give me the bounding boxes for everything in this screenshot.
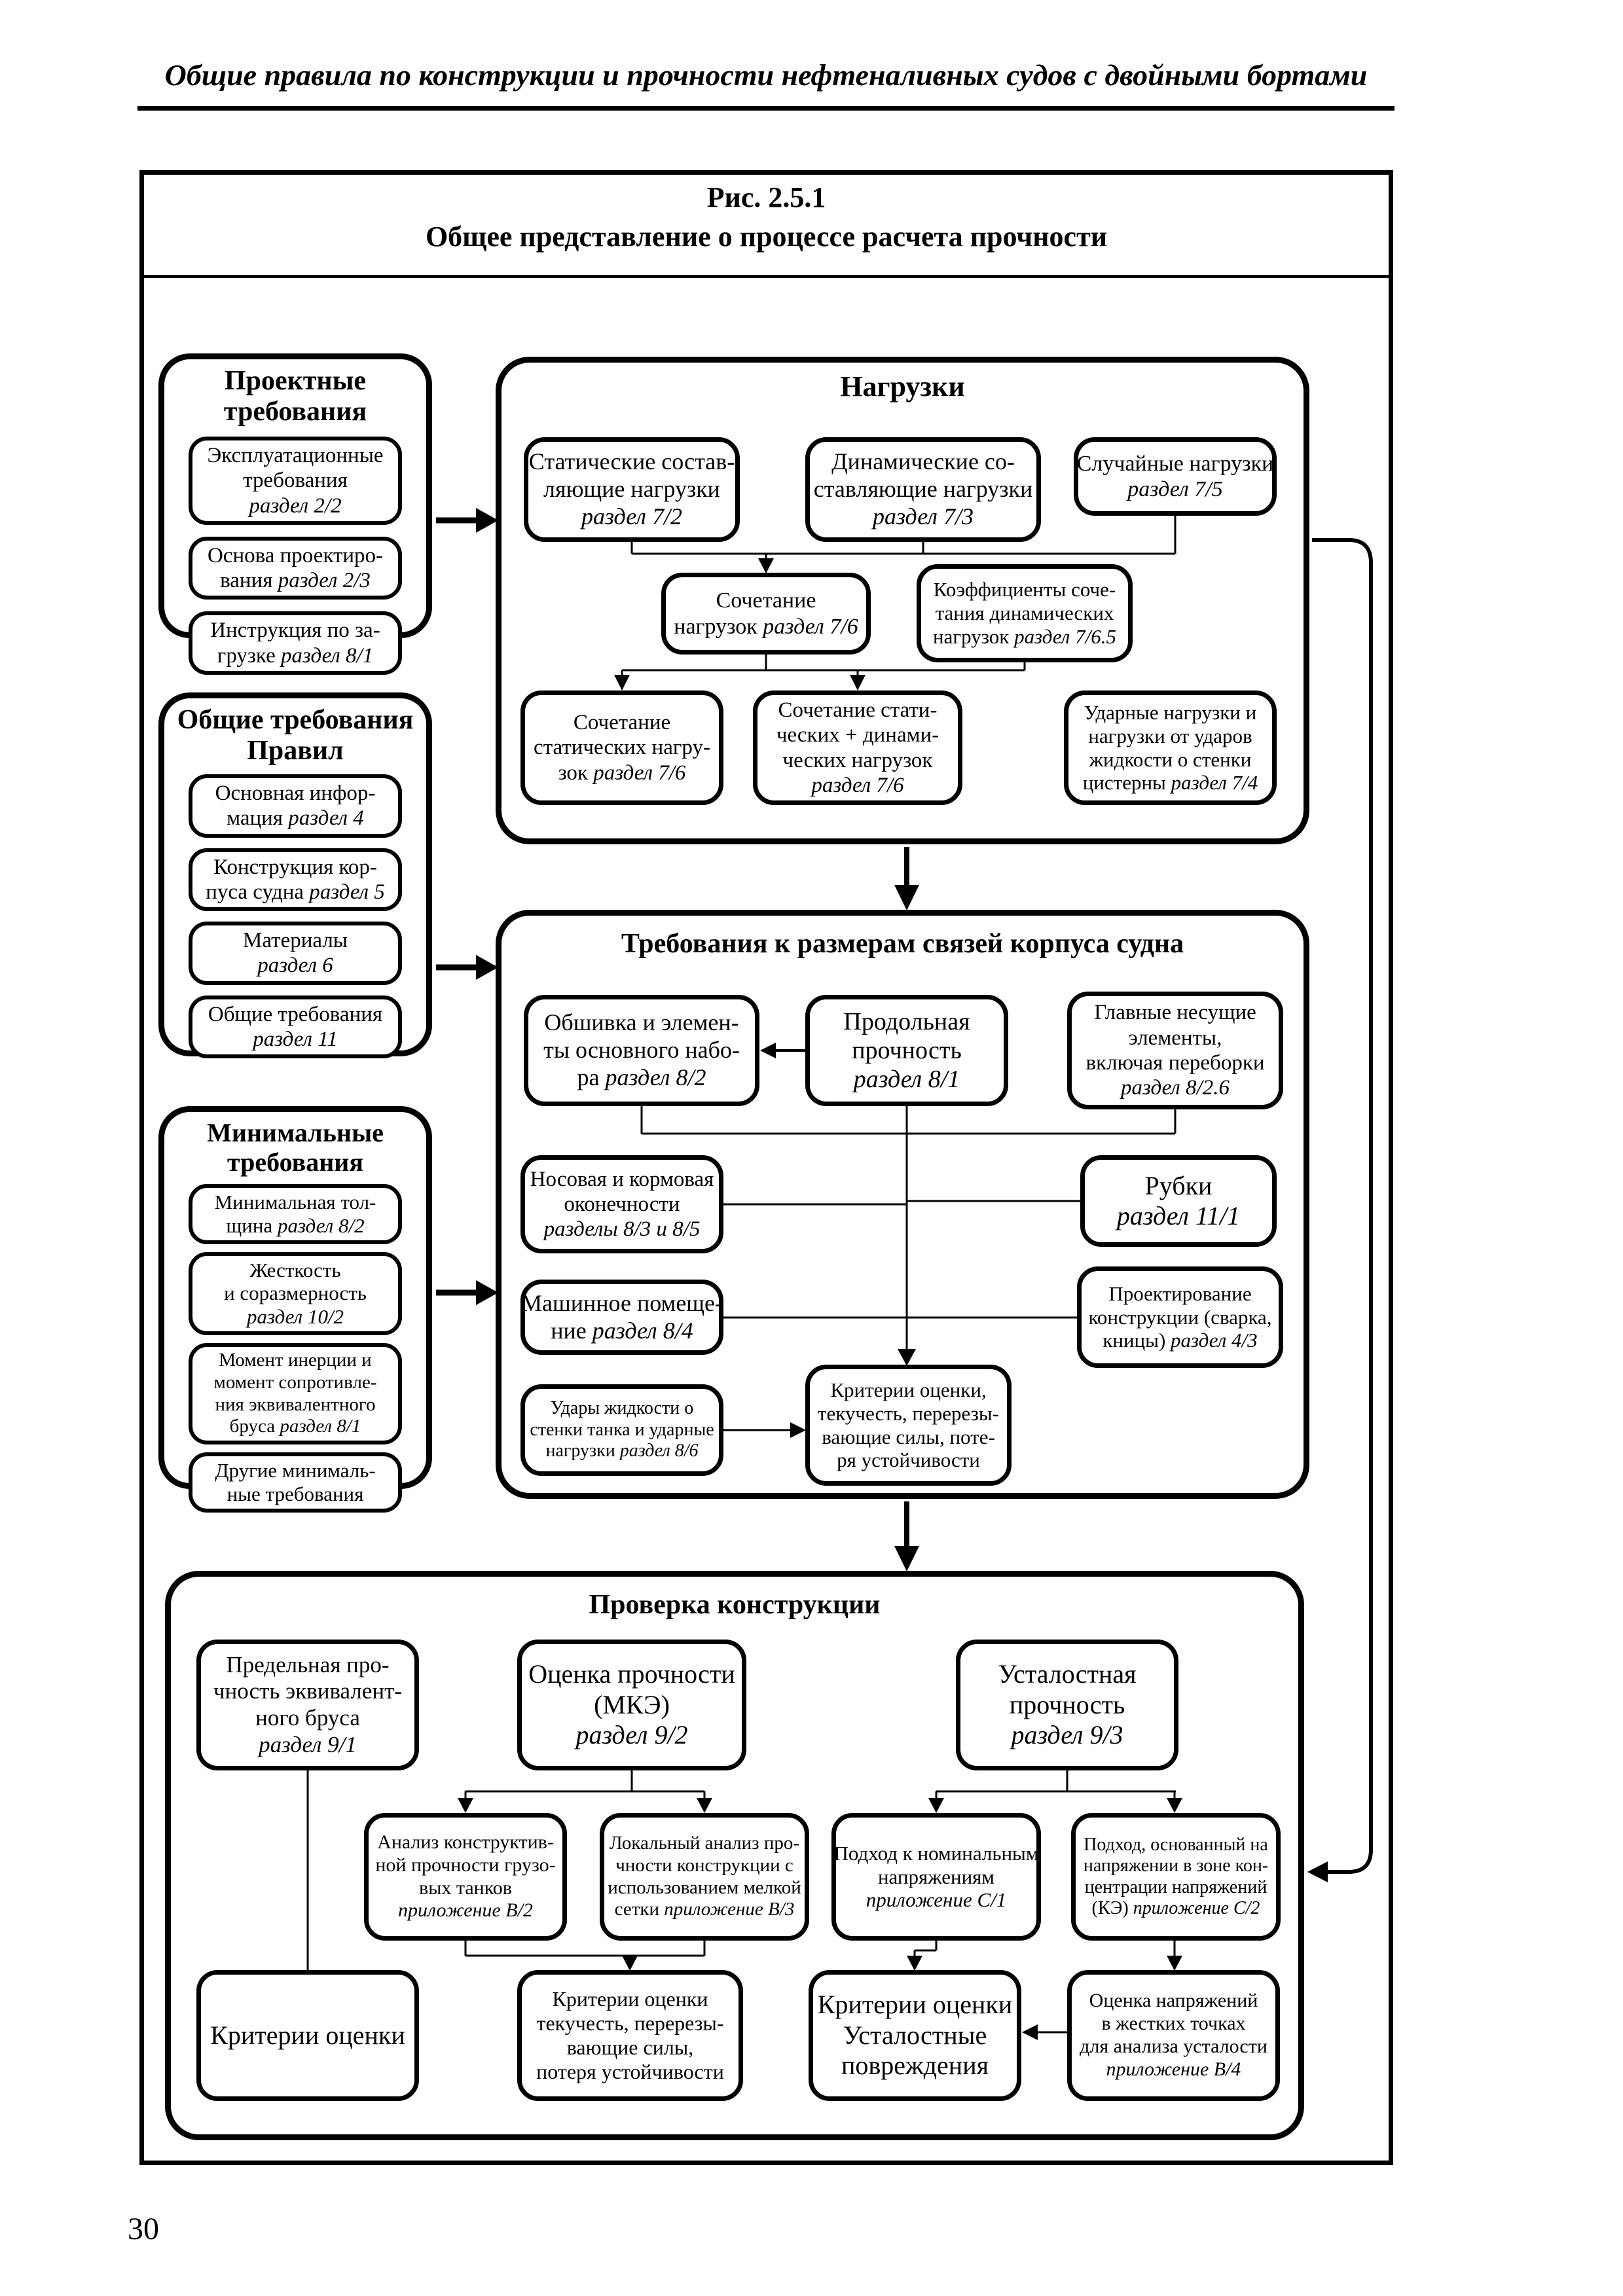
node-superstructures: Рубки раздел 11/1 [1080,1155,1277,1247]
node-static-load-combination: Сочетание статических нагру- зок раздел 7/6 [520,691,723,805]
node-acceptance-criteria-yield-shear-buckling: Критерии оценки, текучесть, перерезы- вающие силы, поте- ря устойчивости [805,1365,1012,1486]
node-hot-spot-stress-evaluation: Оценка напряжений в жестких точках для анализа усталости приложение B/4 [1067,1970,1280,2101]
node-other-minimum-requirements: Другие минималь- ные требования [189,1452,402,1513]
node-acceptance-criteria-yield-shear-buckling-2: Критерии оценки текучесть, перерезы- вающие силы, потеря устойчивости [517,1970,743,2101]
node-design-basis: Основа проектиро- вания раздел 2/3 [189,537,402,600]
group-general-rule-requirements-title: Общие требования Правил [177,705,414,766]
node-structural-design-welding-brackets: Проектирование конструкции (сварка, кницы) раздел 4/3 [1077,1266,1283,1368]
node-static-load-components: Статические состав- ляющие нагрузки раздел 7/2 [524,437,740,542]
running-header: Общие правила по конструкции и прочности нефтеналивных судов с двойными бортами [164,58,1368,92]
node-machinery-space: Машинное помеще- ние раздел 8/4 [520,1280,723,1355]
node-strength-assessment-fem: Оценка прочности (МКЭ) раздел 9/2 [517,1640,746,1770]
node-stiffness-proportions: Жесткость и соразмерность раздел 10/2 [189,1252,402,1336]
node-general-requirements: Общие требования раздел 11 [189,996,402,1059]
node-cargo-tank-structural-analysis: Анализ конструктив- ной прочности грузо- вых танков приложение B/2 [364,1813,567,1941]
node-nominal-stress-approach: Подход к номинальным напряжениям приложение C/1 [831,1813,1041,1941]
node-fatigue-strength: Усталостная прочность раздел 9/3 [956,1640,1178,1770]
group-general-rule-requirements [158,692,432,1056]
section-design-verification-title: Проверка конструкции [589,1590,881,1620]
node-hull-girder-inertia-modulus: Момент инерции и момент сопротивле- ния эквивалентного бруса раздел 8/1 [189,1343,402,1444]
header-rule [137,106,1395,111]
node-primary-support-members: Главные несущие элементы, включая переборки раздел 8/2.6 [1067,992,1283,1109]
node-tank-sloshing-impact-loads: Удары жидкости о стенки танка и ударные нагрузки раздел 8/6 [520,1384,723,1476]
group-design-requirements [158,353,432,668]
group-minimum-requirements-title: Минимальные требования [207,1118,384,1177]
node-minimum-thickness: Минимальная тол- щина раздел 8/2 [189,1184,402,1244]
node-plating-local-support: Обшивка и элемен- ты основного набо- ра раздел 8/2 [524,995,759,1106]
node-basic-information: Основная инфор- мация раздел 4 [189,774,402,838]
node-dynamic-load-combination-factors: Коэффициенты соче- тания динамических нагрузок раздел 7/6.5 [917,564,1133,662]
node-impact-sloshing-loads: Ударные нагрузки и нагрузки от ударов жидкости о стенки цистерны раздел 7/4 [1064,691,1277,805]
node-acceptance-criteria: Критерии оценки [196,1970,419,2101]
node-hull-girder-ultimate-strength: Предельная про- чность эквивалент- ного бруса раздел 9/1 [196,1640,419,1770]
node-dynamic-load-components: Динамические со- ставляющие нагрузки раздел 7/3 [805,437,1041,542]
node-operational-requirements: Эксплуатационные требования раздел 2/2 [189,437,402,525]
node-materials: Материалы раздел 6 [189,922,402,985]
node-load-combination: Сочетание нагрузок раздел 7/6 [661,573,871,655]
node-loading-manual: Инструкция по за- грузке раздел 8/1 [189,611,402,675]
node-accidental-loads: Случайные нагрузки раздел 7/5 [1074,437,1277,516]
caption-separator [144,275,1389,278]
node-fore-aft-ends: Носовая и кормовая оконечности разделы 8/3 и 8/5 [520,1155,723,1253]
group-minimum-requirements [158,1106,432,1505]
node-acceptance-criteria-fatigue-damage: Критерии оценки Усталостные повреждения [809,1970,1021,2101]
group-design-requirements-title: Проектные требования [223,366,367,427]
page-number: 30 [128,2212,159,2246]
node-hull-structure: Конструкция кор- пуса судна раздел 5 [189,848,402,912]
figure-title: Общее представление о процессе расчета прочности [425,221,1108,253]
node-static-plus-dynamic-load-combination: Сочетание стати- ческих + динами- ческих нагрузок раздел 7/6 [753,691,962,805]
node-longitudinal-strength: Продольная прочность раздел 8/1 [805,995,1008,1106]
node-hot-spot-stress-approach: Подход, основанный на напряжении в зоне кон- центрации напряжений (КЭ) приложение C/2 [1071,1813,1281,1941]
figure-number: Рис. 2.5.1 [706,181,826,213]
section-hull-scantling-title: Требования к размерам связей корпуса судна [621,929,1184,959]
node-local-fine-mesh-analysis: Локальный анализ про- чности конструкции с использованием мелкой сетки приложение B/3 [600,1813,809,1941]
section-loads-title: Нагрузки [840,370,965,403]
